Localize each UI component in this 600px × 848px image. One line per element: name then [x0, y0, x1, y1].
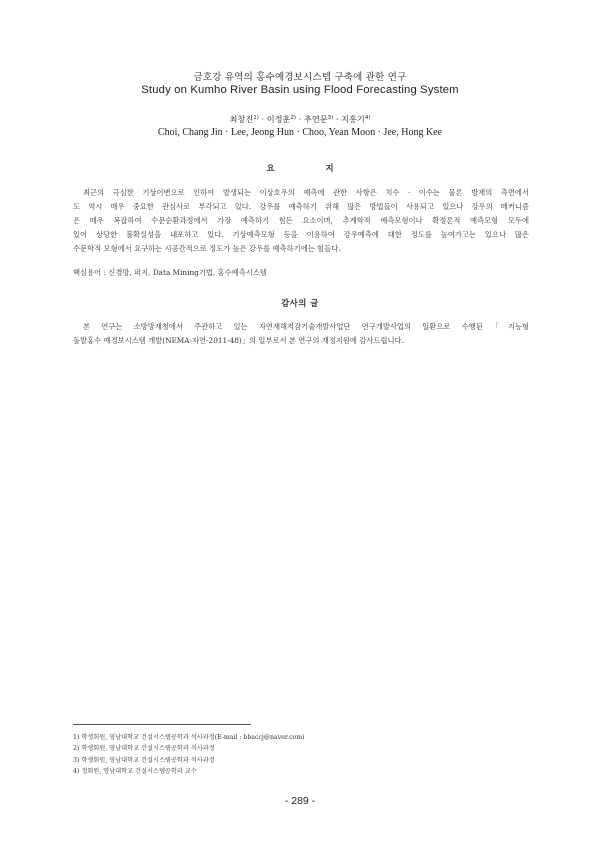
author-footnote-mark: 4)	[364, 115, 371, 121]
abstract-line: 은 매우 복잡하여 수문순환과정에서 가장 예측하기 힘든 요소이며, 추계학적 예측모형이나 확정론적 예측모형 모두에	[73, 216, 529, 225]
page-number: - 289 -	[284, 795, 316, 807]
author-separator: ·	[333, 114, 342, 124]
abstract-heading: 요 지	[266, 163, 358, 173]
abstract-line: 있어 상당한 불확실성을 내포하고 있다. 기상예측모형 등을 이용하여 강우예측에 대한 정도를 높여가고는 있으나 많은	[73, 230, 529, 239]
abstract-line: 수문학적 모형에서 요구하는 시공간적으로 정도가 높은 강우를 예측하기에는 힘들다.	[73, 244, 341, 253]
acknowledgement-line: 본 연구는 소방방재청에서 주관하고 있는 자연재해저감기술개발사업단 연구개발사업의 일환으로 수행된「지능형	[83, 322, 529, 331]
author-name: 추연문	[303, 114, 328, 124]
keywords-line: 핵심용어 : 신경망, 퍼지, Data Mining기법, 홍수예측시스템	[73, 268, 267, 277]
abstract-body	[73, 186, 529, 256]
author-list-korean	[0, 114, 600, 125]
author-footnote-mark: 2)	[290, 115, 297, 121]
author-separator: ·	[296, 114, 304, 124]
paper-title-english: Study on Kumho River Basin using Flood Forecasting System	[141, 84, 459, 96]
abstract-line: 도 역시 매우 중요한 관심사로 부각되고 있다. 강우를 예측하기 위해 많은 방법들이 사용되고 있으나 강우의 메커니즘	[73, 202, 529, 211]
author-list-english: Choi, Chang Jin · Lee, Jeong Hun · Choo, Yean Moon · Jee, Hong Kee	[157, 127, 443, 138]
acknowledgement-line: 돌발홍수 예경보시스템 개발(NEMA-자연-2011-48)」의 일부로서 본 연구의 재정지원에 감사드립니다.	[73, 336, 404, 345]
author-name: 지홍기	[341, 114, 365, 124]
acknowledgement-body	[73, 320, 529, 348]
footnote-item: 3) 학생회원, 영남대학교 건설시스템공학과 석사과정	[73, 756, 215, 764]
footnote-divider	[73, 724, 251, 725]
footnote-item: 1) 학생회원, 영남대학교 건설시스템공학과 석사과정(E-mail : bbaccj@naver.com)	[73, 734, 305, 741]
author-separator: ·	[258, 114, 267, 124]
acknowledgement-heading: 감사의 글	[281, 298, 319, 308]
footnote-item: 4) 정회원, 영남대학교 건설시스템공학과 교수	[73, 768, 197, 776]
author-name: 최창진	[229, 114, 254, 124]
abstract-line: 최근의 극심한 기상이변으로 인하여 발생되는 이상호우의 예측에 관한 사항은 치수 · 이수는 물론 방재의 측면에서	[83, 188, 529, 197]
author-footnote-mark: 3)	[327, 115, 334, 121]
author-name: 이정훈	[266, 114, 291, 124]
paper-title-korean: 금호강 유역의 홍수예경보시스템 구축에 관한 연구	[193, 72, 407, 83]
footnote-list	[73, 732, 529, 778]
author-footnote-mark: 1)	[253, 115, 259, 121]
footnote-item: 2) 학생회원, 영남대학교 건설시스템공학과 석사과정	[73, 745, 215, 753]
